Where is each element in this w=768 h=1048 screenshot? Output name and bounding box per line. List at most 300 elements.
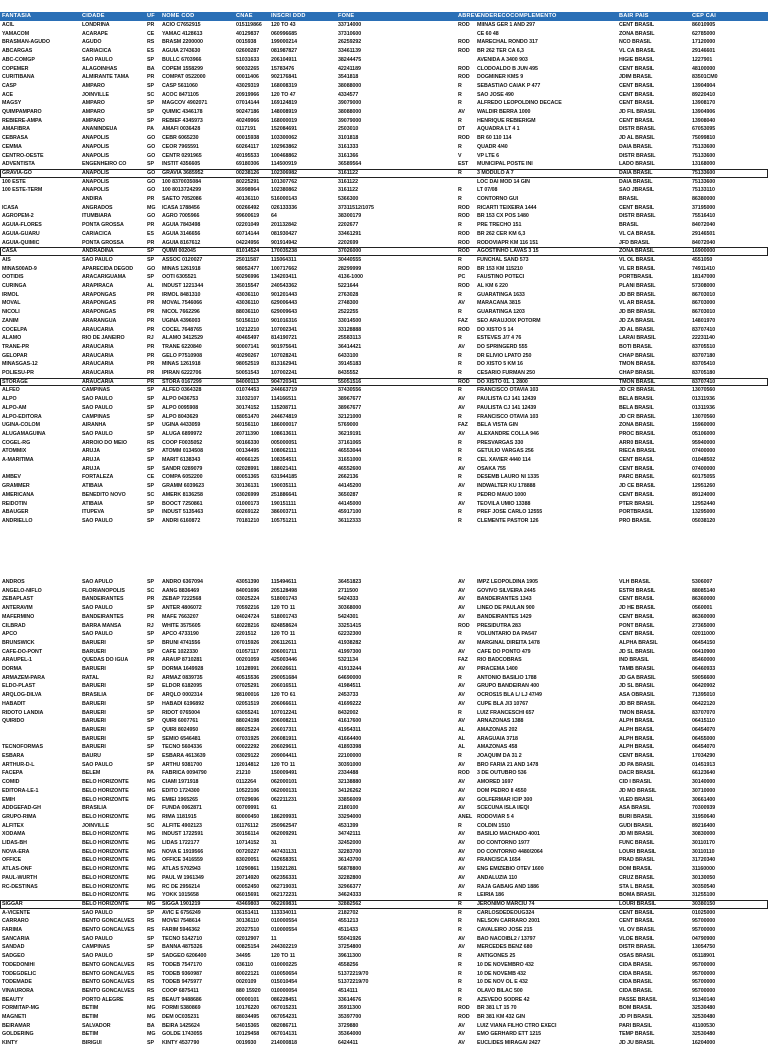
cell-fantasia: TECNOFORMAS	[2, 744, 43, 751]
cell-cep: 17120000	[692, 39, 716, 46]
table-row[interactable]	[0, 943, 768, 952]
table-row[interactable]	[0, 743, 768, 752]
table-row[interactable]	[0, 230, 768, 239]
cell-nome-cod: BRUNI 4741556	[162, 639, 201, 646]
cell-uf: RS	[147, 996, 155, 1003]
cell-nome-cod: ALPO 0436753	[162, 396, 199, 403]
cell-cidade: AMPARO	[82, 82, 105, 89]
table-row[interactable]	[0, 491, 768, 500]
cell-bairro: PRO BRASIL	[619, 517, 652, 524]
cell-nome-cod: PAUL W 1961349	[162, 874, 204, 881]
cell-cnae: 60269122	[236, 509, 260, 516]
cell-nome-cod: BEIRA 1425624	[162, 1022, 200, 1029]
table-row[interactable]	[0, 578, 768, 587]
cell-cnae: 90007141	[236, 343, 260, 350]
cell-bairro: JD CR BRASIL	[619, 413, 656, 420]
cell-inscr-ddd: 168000019	[271, 117, 298, 124]
table-row[interactable]	[0, 65, 768, 74]
cell-cidade: SAO PAULO	[82, 256, 113, 263]
table-row[interactable]	[0, 73, 768, 82]
cell-bairro: ALPHA BRASIL	[619, 639, 658, 646]
cell-abrev: FAZ	[458, 422, 468, 429]
cell-endereco: SAO JOSE 490	[477, 91, 514, 98]
table-row[interactable]	[0, 987, 768, 996]
table-row[interactable]	[0, 482, 768, 491]
cell-fantasia: 100 ESTE	[2, 178, 26, 185]
cell-fone: 33014500	[338, 317, 362, 324]
table-row[interactable]	[0, 1039, 768, 1048]
cell-nome-cod: AGUIA 8167612	[162, 239, 201, 246]
cell-bairro: CENT BRASIL	[619, 909, 655, 916]
cell-fone: 2180100	[338, 805, 359, 812]
cell-nome-cod: ARAUP 8710281	[162, 657, 203, 664]
table-row[interactable]	[0, 517, 768, 526]
cell-inscr-ddd: 250962547	[271, 822, 298, 829]
cell-fantasia: SIGGAR	[2, 900, 23, 907]
cell-abrev: AV	[458, 718, 465, 725]
cell-inscr-ddd: 120 TO 11	[271, 761, 296, 768]
cell-cnae: 50051543	[236, 370, 260, 376]
cell-cnae: 20327510	[236, 927, 260, 933]
cell-cidade: JOINVILLE	[82, 91, 109, 98]
table-row[interactable]	[0, 865, 768, 874]
table-row[interactable]	[0, 447, 768, 456]
table-row[interactable]	[0, 1013, 768, 1022]
cell-uf: RJ	[147, 674, 154, 681]
cell-cep: 5306007	[692, 579, 713, 585]
table-row[interactable]	[0, 178, 768, 187]
cell-endereco: AMAZONAS 458	[477, 744, 518, 751]
cell-nome-cod: INSTIT 4356605	[162, 161, 201, 168]
table-row[interactable]	[0, 99, 768, 108]
table-row[interactable]	[0, 761, 768, 770]
cell-nome-cod: COCEL 7648765	[162, 326, 202, 333]
table-row[interactable]	[0, 134, 768, 143]
cell-bairro: PONT BRASIL	[619, 622, 655, 629]
table-row[interactable]	[0, 639, 768, 648]
table-row[interactable]	[0, 239, 768, 248]
cell-fantasia: ANDROS	[2, 579, 25, 585]
cell-fantasia: A-VICENTE	[2, 909, 31, 916]
table-row[interactable]	[0, 299, 768, 308]
cell-cidade: BARUERI	[82, 718, 106, 725]
cell-inscr-ddd: 010000225	[271, 961, 298, 968]
cell-cnae: 84000113	[236, 378, 259, 385]
cell-bairro: JD SL BRASIL	[619, 648, 655, 655]
cell-endereco: BASILIO MACHADO 4001	[477, 831, 540, 838]
cell-abrev: R	[458, 900, 462, 907]
cell-uf: PR	[147, 361, 155, 368]
header-endereco: ENDERECOCOMPLEMENTO	[477, 13, 557, 19]
cell-fantasia: ANGELO-NIFLO	[2, 587, 42, 594]
table-row[interactable]	[0, 700, 768, 709]
cell-cnae: 04024724	[236, 613, 260, 620]
cell-abrev: AV	[458, 761, 465, 768]
cell-fone: 28299999	[338, 265, 362, 272]
cell-endereco: BR 153 KM 115210	[477, 265, 523, 272]
cell-inscr-ddd: 206066611	[271, 700, 297, 707]
cell-cep: 37195000	[692, 204, 716, 211]
table-row[interactable]	[0, 595, 768, 604]
cell-inscr-ddd: 15783476	[271, 65, 295, 72]
cell-fantasia: TRANE-PR	[2, 343, 29, 350]
header-bairro: BAIR PAIS	[619, 13, 649, 19]
cell-inscr-ddd: 190151111	[271, 500, 297, 507]
table-row[interactable]	[0, 813, 768, 822]
table-row[interactable]	[0, 421, 768, 430]
cell-fone: 4551213	[338, 918, 359, 925]
cell-fantasia: SANCARIA	[2, 935, 30, 942]
cell-cep: 66123640	[692, 770, 716, 777]
cell-cep: 01451913	[692, 761, 716, 768]
table-row[interactable]	[0, 856, 768, 865]
cell-uf: PA	[147, 770, 154, 777]
cell-cep: 86010905	[692, 22, 716, 28]
cell-endereco: 10 DE NOVEMBRO 432	[477, 961, 534, 968]
table-row[interactable]	[0, 56, 768, 65]
cell-cep: 95700000	[692, 979, 716, 986]
table-row[interactable]	[0, 247, 768, 256]
table-row[interactable]	[0, 378, 768, 387]
cell-abrev: ROD	[458, 39, 470, 46]
table-row[interactable]	[0, 830, 768, 839]
cell-endereco: OLAVO BILAC 500	[477, 987, 523, 994]
table-row[interactable]	[0, 839, 768, 848]
cell-fantasia: EMIH	[2, 796, 16, 803]
table-row[interactable]	[0, 360, 768, 369]
cell-cep: 32530480	[692, 1031, 716, 1038]
cell-inscr-ddd: 062719031	[271, 883, 298, 890]
table-row[interactable]	[0, 752, 768, 761]
cell-fantasia: 100 ESTE-TERM	[2, 187, 43, 194]
cell-cnae: 00052450	[236, 883, 260, 890]
cell-inscr-ddd: 062172231	[271, 892, 298, 899]
cell-nome-cod: FARIM 5946362	[162, 927, 200, 933]
cell-abrev: R	[458, 996, 462, 1003]
cell-inscr-ddd: 102306982	[271, 169, 298, 176]
cell-bairro: LADO BRASIL	[619, 161, 655, 168]
table-row[interactable]	[0, 317, 768, 326]
table-row[interactable]	[0, 265, 768, 274]
table-row[interactable]	[0, 917, 768, 926]
cell-fone: 5366300	[338, 196, 359, 202]
cell-fantasia: OFFICE	[2, 857, 22, 864]
cell-cep: 31160000	[692, 866, 715, 873]
table-row[interactable]	[0, 21, 768, 30]
cell-abrev: ROD	[458, 135, 470, 142]
table-row[interactable]	[0, 221, 768, 230]
table-row[interactable]	[0, 900, 768, 909]
cell-endereco: BANDEIRANTES 1429	[477, 613, 532, 620]
cell-endereco: JERONIMO MARCIU 74	[477, 900, 535, 907]
table-row[interactable]	[0, 352, 768, 361]
cell-uf: SP	[147, 579, 154, 585]
cell-cep: 30110110	[692, 848, 715, 855]
cell-cep: 16900000	[692, 248, 716, 255]
cell-inscr-ddd: 108062111	[271, 448, 297, 455]
cell-inscr-ddd: 103300062	[271, 135, 298, 142]
cell-inscr-ddd: 214000818	[271, 1040, 298, 1047]
table-row[interactable]	[0, 961, 768, 970]
table-row[interactable]	[0, 970, 768, 979]
cell-cnae: 00266492	[236, 204, 260, 211]
table-row[interactable]	[0, 665, 768, 674]
cell-abrev: R	[458, 100, 462, 107]
table-row[interactable]	[0, 212, 768, 221]
cell-cep: 30661400	[692, 796, 716, 803]
cell-cidade: ANGRADOS	[82, 204, 113, 211]
table-row[interactable]	[0, 413, 768, 422]
cell-cidade: BARUERI	[82, 726, 106, 733]
cell-uf: MG	[147, 779, 156, 786]
cell-endereco: BELA VISTA GIN	[477, 422, 518, 429]
table-row[interactable]	[0, 787, 768, 796]
cell-inscr-ddd: 206008211	[271, 718, 297, 725]
table-row[interactable]	[0, 935, 768, 944]
cell-fone: 25583113	[338, 335, 361, 342]
cell-endereco: CLODOALDO B JUN 495	[477, 65, 538, 72]
cell-cidade: SAO PAULO	[82, 761, 113, 768]
cell-uf: SC	[147, 822, 155, 829]
table-row[interactable]	[0, 587, 768, 596]
table-row[interactable]	[0, 473, 768, 482]
cell-fantasia: GRAMMER	[2, 483, 30, 490]
cell-endereco: OCROS15 BLA L/ LJ 47/49	[477, 692, 542, 699]
table-row[interactable]	[0, 386, 768, 395]
table-row[interactable]	[0, 256, 768, 265]
cell-cnae: 30136131	[236, 483, 260, 490]
cell-inscr-ddd: 026133336	[271, 204, 298, 211]
cell-bairro: CHAP BRASIL	[619, 370, 655, 376]
cell-nome-cod: OOTI 6305521	[162, 274, 197, 281]
table-row[interactable]	[0, 186, 768, 195]
table-row[interactable]	[0, 282, 768, 291]
cell-endereco: PRESVARGAS 330	[477, 439, 524, 446]
cell-cnae: 08051470	[236, 413, 260, 420]
cell-cidade: SALVADOR	[82, 1022, 111, 1029]
cell-fone: 35397700	[338, 1014, 362, 1020]
cell-uf: SP	[147, 500, 154, 507]
cell-uf: PR	[147, 596, 155, 603]
cell-abrev: ROD	[458, 326, 470, 333]
cell-uf: RJ	[147, 335, 154, 342]
cell-inscr-ddd: 062000131	[271, 787, 298, 794]
cell-uf: GO	[147, 152, 156, 159]
table-row[interactable]	[0, 874, 768, 883]
cell-endereco: RICARTI TEIXEIRA 1444	[477, 204, 537, 211]
cell-bairro: JFD BRASIL	[619, 239, 650, 246]
table-row[interactable]	[0, 439, 768, 448]
table-row[interactable]	[0, 613, 768, 622]
table-row[interactable]	[0, 778, 768, 787]
cell-bairro: ZONA BRASIL	[619, 30, 655, 37]
cell-fone: 46552600	[338, 465, 362, 472]
table-row[interactable]	[0, 709, 768, 718]
table-row[interactable]	[0, 909, 768, 918]
table-row[interactable]	[0, 883, 768, 892]
cell-fone: 45917100	[338, 509, 362, 516]
table-row[interactable]	[0, 735, 768, 744]
cell-abrev: R	[458, 892, 462, 899]
table-row[interactable]	[0, 604, 768, 613]
table-row[interactable]	[0, 1030, 768, 1039]
cell-cnae: 70181210	[236, 517, 260, 524]
table-row[interactable]	[0, 343, 768, 352]
table-row[interactable]	[0, 456, 768, 465]
table-row[interactable]	[0, 326, 768, 335]
table-row[interactable]	[0, 82, 768, 91]
cell-fone: 33128888	[338, 326, 362, 333]
table-row[interactable]	[0, 500, 768, 509]
cell-nome-cod: NICOL 7662296	[162, 309, 200, 316]
table-row[interactable]	[0, 308, 768, 317]
cell-nome-cod: SANDR 0289079	[162, 465, 203, 472]
table-row[interactable]	[0, 622, 768, 631]
cell-inscr-ddd: 290051684	[271, 674, 298, 681]
table-row[interactable]	[0, 395, 768, 404]
cell-fone: 4558256	[338, 961, 359, 968]
cell-fantasia: AGUIA-QUIMIC	[2, 239, 40, 246]
cell-uf: SP	[147, 387, 154, 394]
table-row[interactable]	[0, 108, 768, 117]
table-row[interactable]	[0, 273, 768, 282]
cell-cnae: 88024198	[236, 718, 260, 725]
cell-abrev: R	[458, 117, 462, 124]
cell-cep: 86380000	[692, 196, 716, 202]
table-row[interactable]	[0, 952, 768, 961]
cell-cidade: ARUJA	[82, 448, 100, 455]
table-row[interactable]	[0, 465, 768, 474]
cell-inscr-ddd: 113334011	[271, 909, 297, 916]
table-row[interactable]	[0, 804, 768, 813]
table-row[interactable]	[0, 630, 768, 639]
cell-endereco: BR 60 110 114	[477, 135, 512, 142]
cell-nome-cod: INDUST 1722591	[162, 831, 204, 838]
cell-nome-cod: TRANE 6220840	[162, 343, 202, 350]
cell-inscr-ddd: 901975641	[271, 343, 298, 350]
table-row[interactable]	[0, 978, 768, 987]
table-row[interactable]	[0, 769, 768, 778]
cell-endereco: BAO NACOIBL2 / 13797	[477, 935, 536, 942]
cell-fantasia: ATLAS-ONF	[2, 866, 32, 873]
cell-nome-cod: IRMOL 8481310	[162, 291, 201, 298]
cell-cep: 14801970	[692, 317, 716, 324]
cell-abrev: R	[458, 509, 462, 516]
table-row[interactable]	[0, 996, 768, 1005]
cell-fone: 41664400	[338, 735, 362, 742]
cell-cep: 59056600	[692, 674, 716, 681]
cell-nome-cod: MOVAL 7546066	[162, 300, 203, 307]
table-row[interactable]	[0, 796, 768, 805]
table-row[interactable]	[0, 143, 768, 152]
cell-nome-cod: BANNA 4875326	[162, 944, 203, 951]
cell-abrev: ROD	[458, 65, 470, 72]
table-row[interactable]	[0, 38, 768, 47]
cell-cep: 13908040	[692, 117, 716, 124]
cell-nome-cod: REBIEF 4345973	[162, 117, 203, 124]
table-row[interactable]	[0, 195, 768, 204]
table-row[interactable]	[0, 125, 768, 134]
cell-endereco: DO CONTORNO 1977	[477, 840, 530, 846]
table-row[interactable]	[0, 656, 768, 665]
cell-inscr-ddd: 631944185	[271, 474, 298, 481]
table-row[interactable]	[0, 152, 768, 161]
table-row[interactable]	[0, 674, 768, 683]
cell-cidade: BANDEIRANTES	[82, 613, 124, 620]
table-row[interactable]	[0, 891, 768, 900]
table-row[interactable]	[0, 508, 768, 517]
cell-endereco: DO SPRINGERD 555	[477, 343, 528, 350]
table-row[interactable]	[0, 291, 768, 300]
cell-endereco: SCECUNA ISLA I/EQI	[477, 805, 529, 812]
cell-fone: 2763028	[338, 291, 359, 298]
cell-nome-cod: ANTER 4806072	[162, 605, 202, 612]
table-row[interactable]	[0, 926, 768, 935]
table-row[interactable]	[0, 726, 768, 735]
cell-abrev: AV	[458, 779, 465, 786]
table-row[interactable]	[0, 160, 768, 169]
cell-endereco: LOC DAI MOD 14 GIN	[477, 178, 530, 185]
cell-fone: 5424301	[338, 613, 359, 620]
table-row[interactable]	[0, 369, 768, 378]
table-row[interactable]	[0, 691, 768, 700]
table-row[interactable]	[0, 117, 768, 126]
table-row[interactable]	[0, 1022, 768, 1031]
cell-uf: SP	[147, 744, 154, 751]
table-row[interactable]	[0, 91, 768, 100]
table-row[interactable]	[0, 30, 768, 39]
cell-inscr-ddd: 244302219	[271, 944, 298, 951]
cell-cep: 06410900	[692, 648, 716, 655]
table-row[interactable]	[0, 822, 768, 831]
table-row[interactable]	[0, 334, 768, 343]
table-row[interactable]	[0, 430, 768, 439]
cell-fone: 34624333	[338, 892, 362, 899]
cell-bairro: JD JU BRASIL	[619, 1040, 655, 1047]
cell-nome-cod: TECNO 5142710	[162, 935, 202, 942]
cell-cnae: 0117191	[236, 126, 256, 133]
cell-fantasia: ADVENTISTA	[2, 161, 35, 168]
cell-nome-cod: DORMA 1649928	[162, 666, 204, 672]
table-row[interactable]	[0, 169, 768, 178]
table-row[interactable]	[0, 717, 768, 726]
cell-cidade: SAO PAULO	[82, 909, 113, 916]
cell-cnae: 00720227	[236, 848, 260, 855]
cell-cep: 31950640	[692, 813, 716, 820]
cell-abrev: ROD	[458, 230, 470, 237]
cell-nome-cod: AMERK 8136258	[162, 491, 203, 498]
table-row[interactable]	[0, 682, 768, 691]
table-row[interactable]	[0, 848, 768, 857]
cell-fone: 33461291	[338, 230, 362, 237]
cell-nome-cod: AVIC E 6756249	[162, 909, 201, 916]
table-row[interactable]	[0, 648, 768, 657]
cell-cnae: 02600287	[236, 48, 260, 55]
table-row[interactable]	[0, 204, 768, 213]
cell-nome-cod: ARQLO 0002314	[162, 692, 203, 699]
table-row[interactable]	[0, 1004, 768, 1013]
cell-endereco: GETULIO VARGAS 256	[477, 448, 534, 455]
cell-fone: 3650287	[338, 491, 359, 498]
cell-cep: 12951260	[692, 483, 716, 490]
table-row[interactable]	[0, 47, 768, 56]
cell-cidade: BELEM	[82, 770, 101, 777]
cell-endereco: GOVIVO SILVEIRA 2445	[477, 587, 536, 594]
cell-uf: GO	[147, 169, 156, 176]
cell-abrev: AV	[458, 613, 465, 620]
cell-inscr-ddd: 425003446	[271, 657, 298, 664]
table-row[interactable]	[0, 404, 768, 413]
